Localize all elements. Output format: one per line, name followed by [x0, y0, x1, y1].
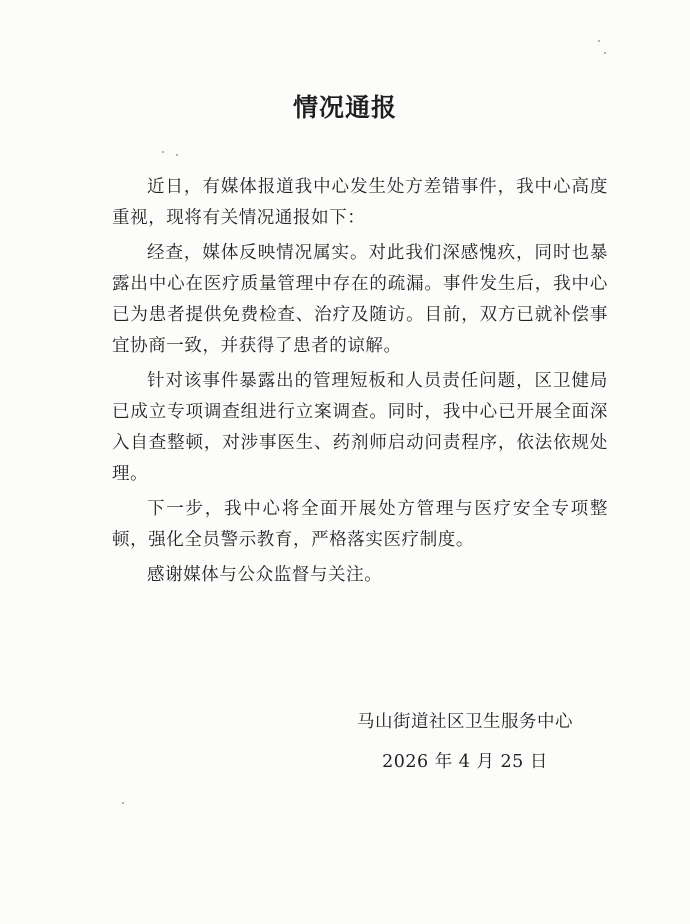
paragraph: 针对该事件暴露出的管理短板和人员责任问题，区卫健局已成立专项调查组进行立案调查。同时，我中心已开展全面深入自查整顿，对涉事医生、药剂师启动问责程序，依法依规处理。	[112, 371, 608, 484]
paper-speck	[162, 151, 164, 153]
paper-speck	[176, 154, 178, 156]
signature-date: 2026 年 4 月 25 日	[382, 752, 548, 772]
paper-speck	[598, 40, 600, 42]
paragraph: 近日，有媒体报道我中心发生处方差错事件，我中心高度重视，现将有关情况通报如下：	[112, 177, 608, 228]
paragraph: 感谢媒体与公众监督与关注。	[147, 565, 383, 585]
paragraph: 下一步，我中心将全面开展处方管理与医疗安全专项整顿，强化全员警示教育，严格落实医疗制度。	[112, 499, 608, 550]
document-body	[112, 172, 608, 595]
paper-speck	[604, 52, 606, 54]
signature-organization: 马山街道社区卫生服务中心	[357, 712, 573, 732]
document-title: 情况通报	[292, 93, 397, 122]
paragraph: 经查，媒体反映情况属实。对此我们深感愧疚，同时也暴露出中心在医疗质量管理中存在的疏漏。事件发生后，我中心已为患者提供免费检查、治疗及随访。目前，双方已就补偿事宜协商一致，并获得了患者的谅解。	[112, 243, 608, 356]
paper-speck	[122, 802, 124, 804]
